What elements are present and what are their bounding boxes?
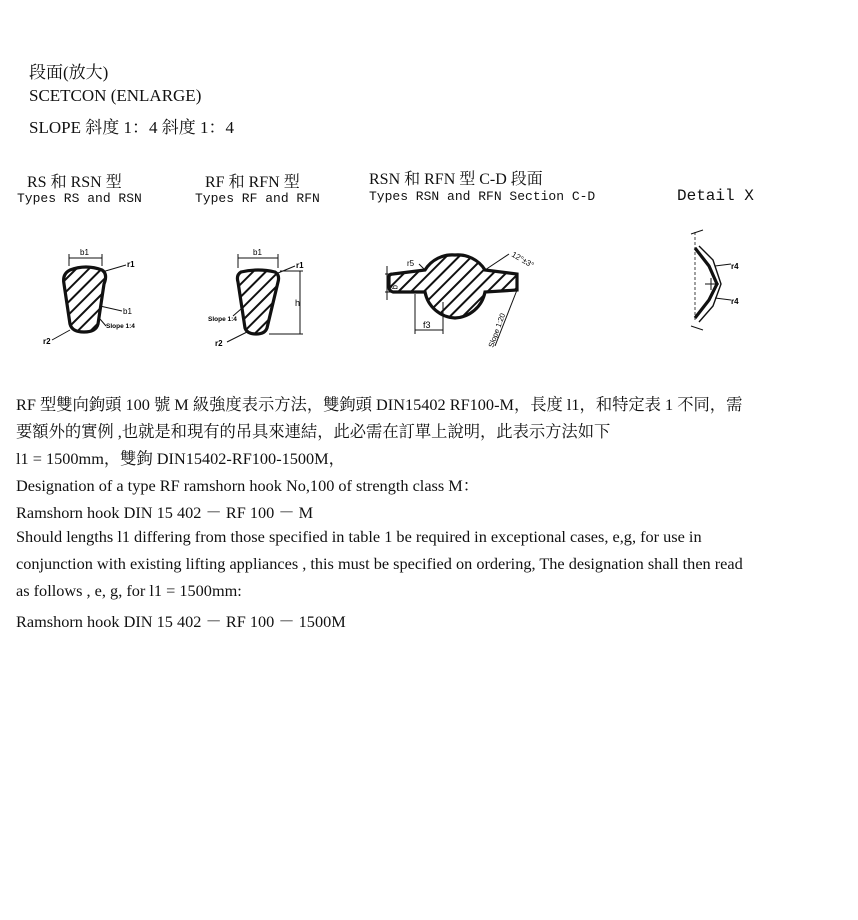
rsn-section-title: RSN 和 RFN 型 C-D 段面 [369, 171, 543, 188]
detail-r4-bottom-label: r4 [731, 297, 739, 306]
rsn-r5-label: r5 [407, 259, 415, 268]
rf-type-subtitle: Types RF and RFN [195, 191, 320, 206]
section-title-cn: 段面(放大) [29, 63, 109, 82]
designation-heading-en: Designation of a type RF ramshorn hook No,100 of strength class M： [16, 476, 480, 495]
rs-b1-top-label: b1 [80, 248, 89, 257]
designation-example-en-2: Ramshorn hook DIN 15 402 － RF 100 － 1500M [16, 612, 346, 631]
rs-section-drawing [36, 244, 166, 350]
rsn-f3-label: f3 [423, 320, 431, 330]
rf-slope-label: Slope 1:4 [208, 316, 237, 323]
rsn-section-drawing [385, 240, 545, 352]
rsn-slope-label: Slope 1:20 [486, 311, 508, 349]
section-title-en: SCETCON (ENLARGE) [29, 86, 202, 105]
detail-r4-top-label: r4 [731, 262, 739, 271]
rs-b1-side-label: b1 [123, 307, 132, 316]
rf-h-label: h [295, 298, 301, 308]
rsn-section-subtitle: Types RSN and RFN Section C-D [369, 189, 596, 204]
rsn-g-label: g [391, 285, 400, 290]
designation-text-en-2: conjunction with existing lifting appliances , this must be specified on ordering, The designation shall then read [16, 554, 743, 573]
rsn-angle-label: 12°±3° [510, 249, 536, 270]
detail-x-drawing [685, 226, 755, 338]
designation-example-en-1: Ramshorn hook DIN 15 402 － RF 100 － M [16, 503, 314, 522]
designation-text-en-3: as follows , e, g, for l1 = 1500mm: [16, 581, 242, 600]
rs-type-title: RS 和 RSN 型 [27, 174, 122, 191]
slope-note: SLOPE 斜度 1：4 斜度 1：4 [29, 118, 234, 137]
designation-text-cn-2: 要額外的實例 ,也就是和現有的吊具來連結，此必需在訂單上說明，此表示方法如下 [16, 422, 611, 441]
rs-slope-label: Slope 1:4 [106, 323, 135, 330]
designation-text-cn-1: RF 型雙向鉤頭 100 號 M 級強度表示方法，雙鉤頭 DIN15402 RF100-M，長度 l1，和特定表 1 不同，需 [16, 395, 743, 414]
detail-x-title: Detail X [677, 187, 754, 205]
rf-section-drawing [203, 244, 323, 350]
rf-r2-label: r2 [215, 339, 223, 348]
rs-r2-label: r2 [43, 337, 51, 346]
rs-r1-label: r1 [127, 260, 135, 269]
rf-type-title: RF 和 RFN 型 [205, 174, 300, 191]
designation-example-cn: l1 = 1500mm，雙鉤 DIN15402-RF100-1500M， [16, 449, 345, 468]
rf-b1-top-label: b1 [253, 248, 262, 257]
rf-r1-label: r1 [296, 261, 304, 270]
designation-text-en-1: Should lengths l1 differing from those specified in table 1 be required in exceptional cases, e,g, for use in [16, 527, 702, 546]
rs-type-subtitle: Types RS and RSN [17, 191, 142, 206]
